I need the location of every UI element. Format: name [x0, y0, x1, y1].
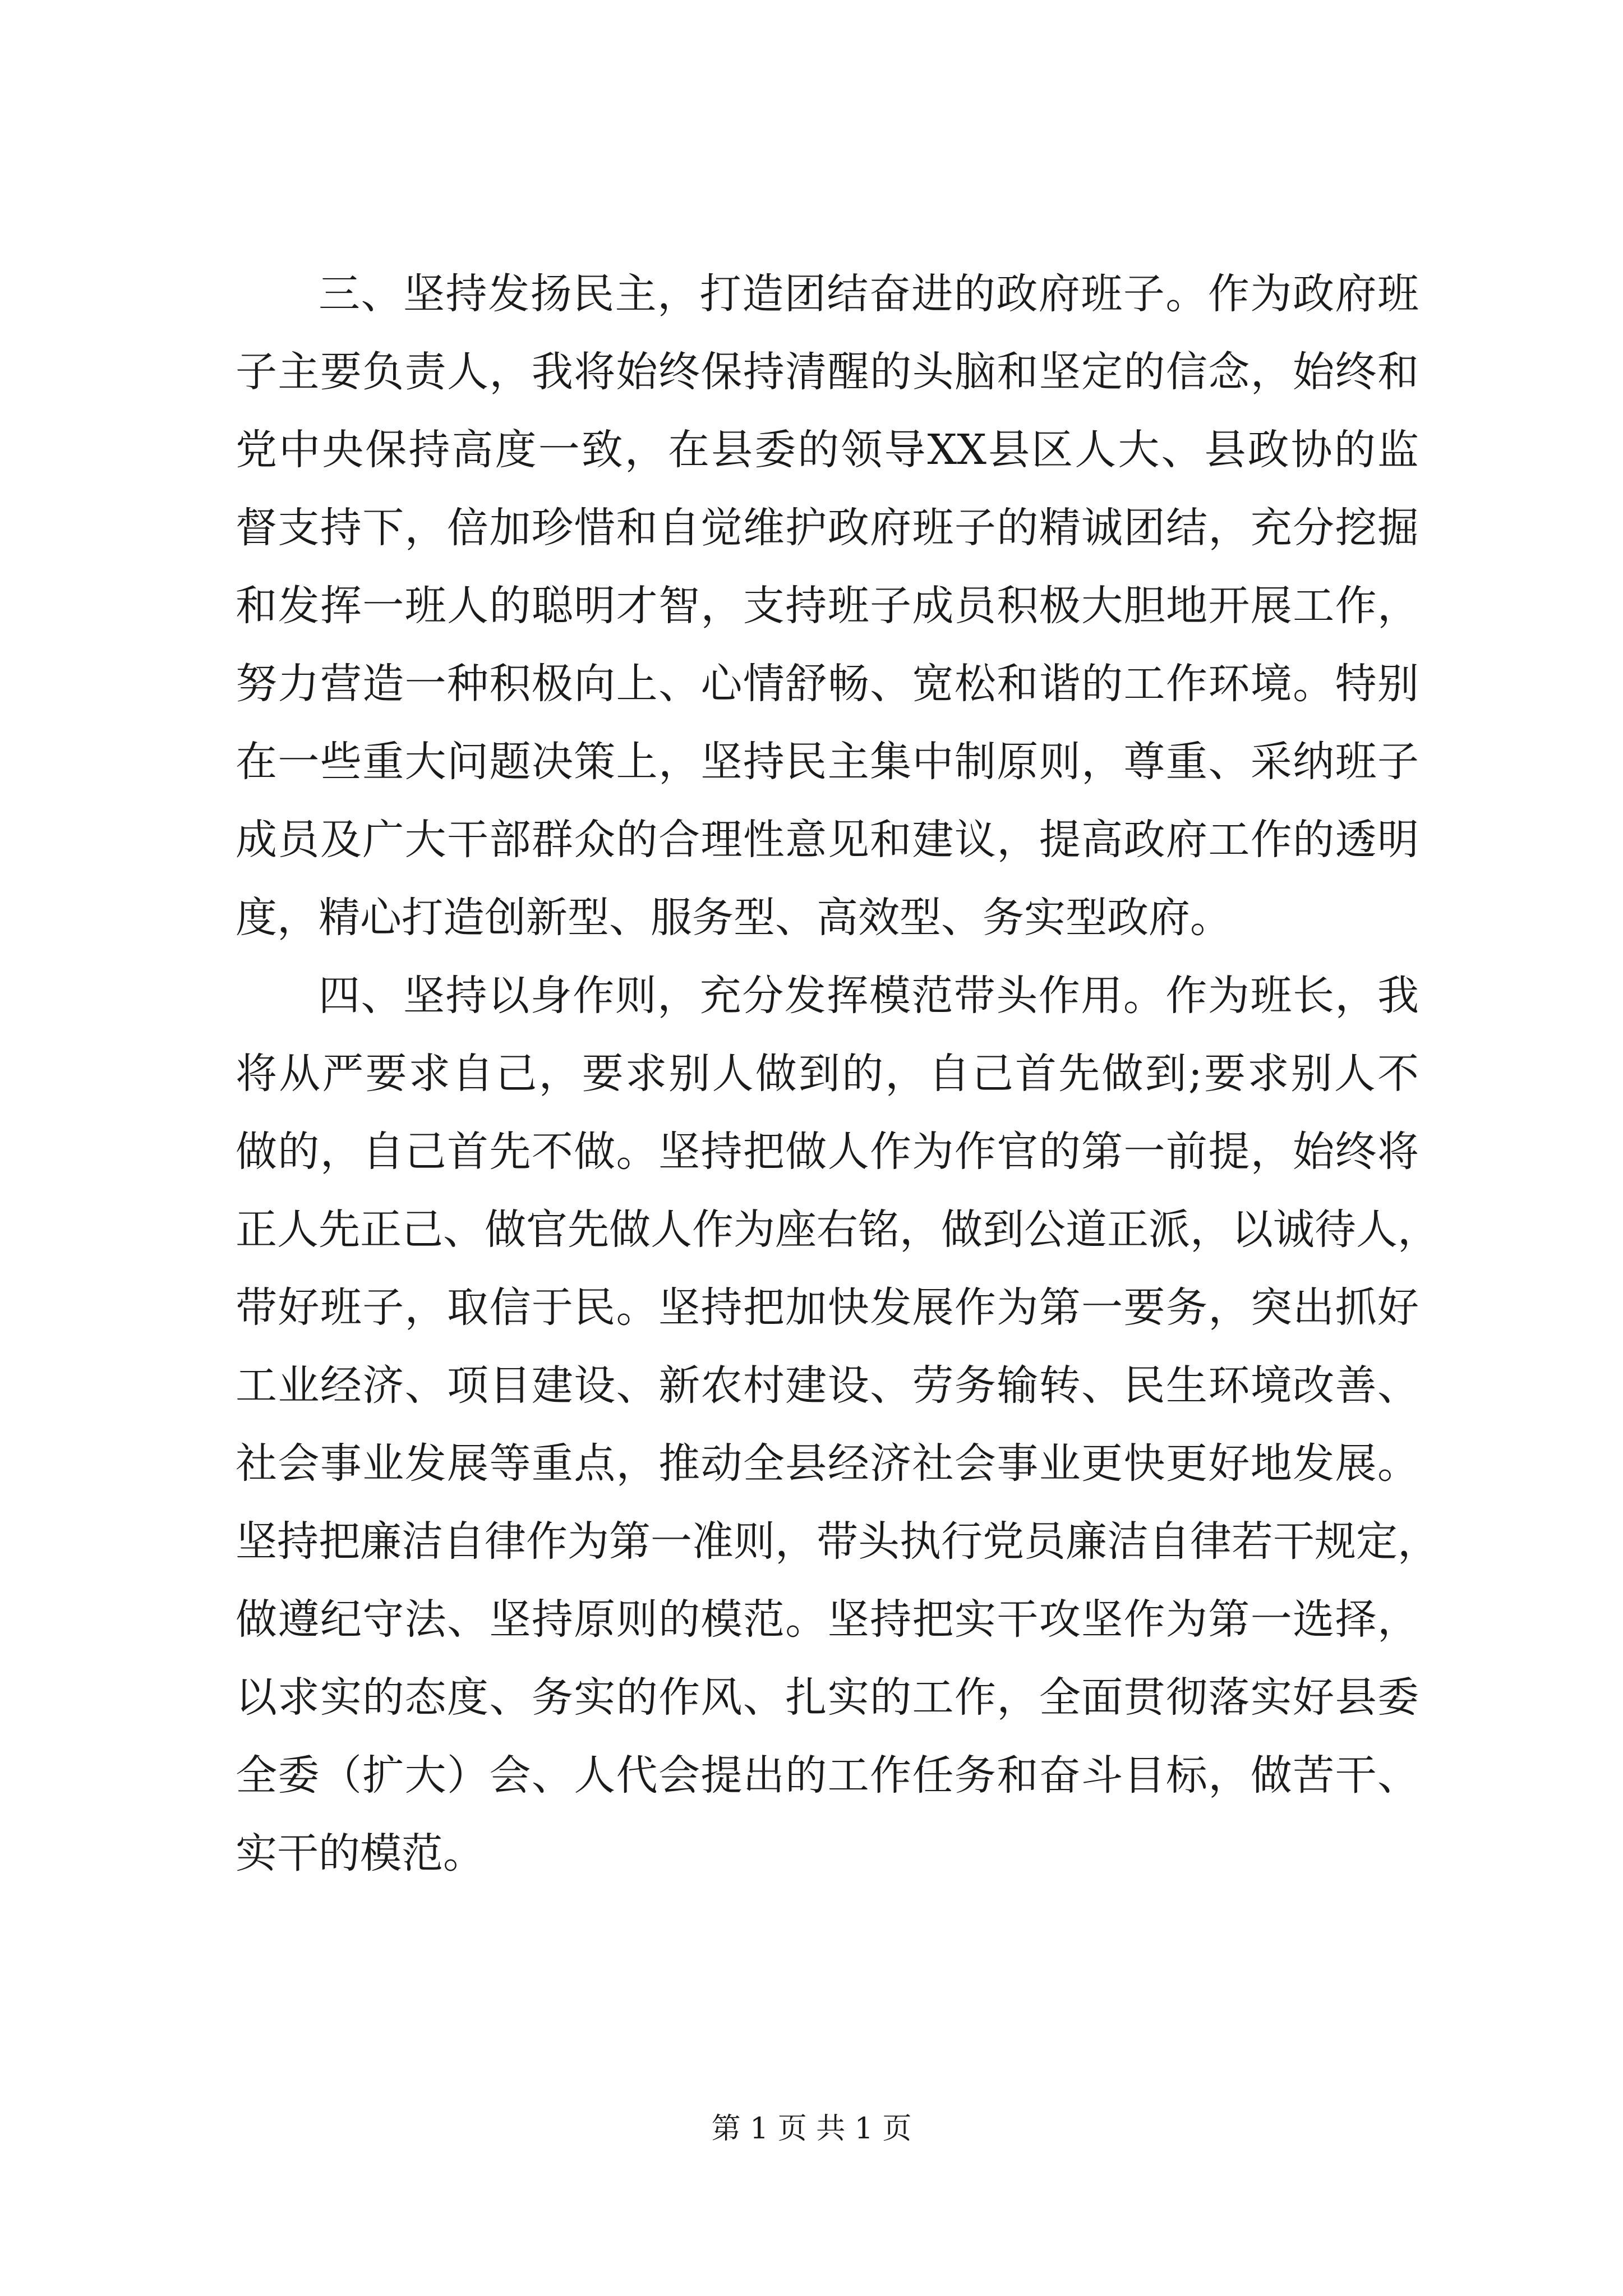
- text-line: 将从严要求自己，要求别人做到的，自己首先做到;要求别人不: [236, 1050, 1419, 1098]
- text-line: 社会事业发展等重点，推动全县经济社会事业更快更好地发展。: [236, 1439, 1419, 1488]
- document-body: [236, 255, 1439, 1893]
- text-line: 成员及广大干部群众的合理性意见和建议，提高政府工作的透明: [236, 816, 1419, 864]
- text-line: 四、坚持以身作则，充分发挥模范带头作用。作为班长，我: [319, 972, 1419, 1020]
- paragraph-3: [236, 255, 1419, 957]
- text-line: 督支持下，倍加珍惜和自觉维护政府班子的精诚团结，充分挖掘: [236, 504, 1419, 552]
- text-line: 和发挥一班人的聪明才智，支持班子成员积极大胆地开展工作，: [236, 582, 1419, 630]
- text-line: 努力营造一种积极向上、心情舒畅、宽松和谐的工作环境。特别: [236, 660, 1419, 708]
- paragraph-4: [236, 957, 1439, 1893]
- text-line: 子主要负责人，我将始终保持清醒的头脑和坚定的信念，始终和: [236, 348, 1419, 396]
- text-line: 三、坚持发扬民主，打造团结奋进的政府班子。作为政府班: [319, 270, 1419, 318]
- text-line: 正人先正己、做官先做人作为座右铭，做到公道正派，以诚待人，: [236, 1205, 1439, 1254]
- text-line: 工业经济、项目建设、新农村建设、劳务输转、民生环境改善、: [236, 1361, 1419, 1410]
- text-line: 带好班子，取信于民。坚持把加快发展作为第一要务，突出抓好: [236, 1283, 1419, 1332]
- text-line: 以求实的态度、务实的作风、扎实的工作，全面贯彻落实好县委: [236, 1673, 1419, 1722]
- text-line: 做的，自己首先不做。坚持把做人作为作官的第一前提，始终将: [236, 1128, 1419, 1176]
- text-line: 做遵纪守法、坚持原则的模范。坚持把实干攻坚作为第一选择，: [236, 1595, 1419, 1644]
- text-line: 党中央保持高度一致，在县委的领导XX县区人大、县政协的监: [236, 426, 1419, 474]
- text-line: 在一些重大问题决策上，坚持民主集中制原则，尊重、采纳班子: [236, 738, 1419, 786]
- text-line: 实干的模范。: [236, 1829, 485, 1878]
- text-line: 全委（扩大）会、人代会提出的工作任务和奋斗目标，做苦干、: [236, 1751, 1419, 1800]
- text-line: 度，精心打造创新型、服务型、高效型、务实型政府。: [236, 894, 1232, 942]
- page-number-footer: 第 1 页 共 1 页: [711, 2112, 912, 2146]
- text-line: 坚持把廉洁自律作为第一准则，带头执行党员廉洁自律若干规定，: [236, 1517, 1439, 1566]
